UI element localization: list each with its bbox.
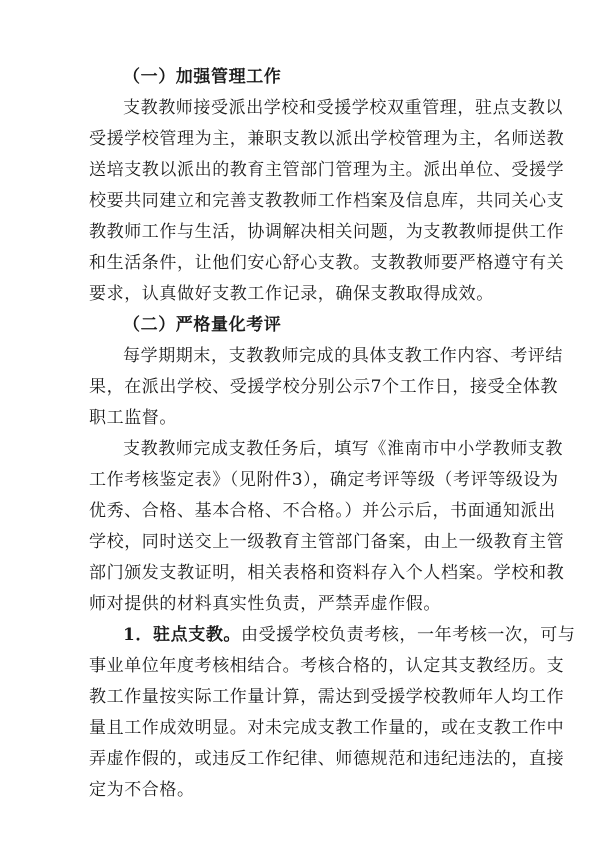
text-line: 优秀、合格、基本合格、不合格。）并公示后，书面通知派出: [89, 501, 556, 521]
text-line: 要求，认真做好支教工作记录，确保支教取得成效。: [89, 284, 494, 304]
section2-paragraph-2: [89, 434, 565, 620]
text-line: 工作考核鉴定表》（见附件3），确定考评等级（考评等级设为: [89, 470, 559, 490]
text-line: 每学期期末，支教教师完成的具体支教工作内容、考评结: [123, 346, 563, 366]
item-1-title: 1．驻点支教。: [123, 625, 242, 645]
text-line: 教工作量按实际工作量计算，需达到受援学校教师年人均工作: [89, 687, 565, 707]
text-line: 校要共同建立和完善支教教师工作档案及信息库，共同关心支: [89, 191, 565, 211]
text-line: 学校，同时送交上一级教育主管部门备案，由上一级教育主管: [89, 532, 565, 552]
text-line: 支教教师接受派出学校和受援学校双重管理，驻点支教以: [123, 98, 563, 118]
text-line: 职工监督。: [89, 408, 177, 428]
text-line: 受援学校管理为主，兼职支教以派出学校管理为主，名师送教: [89, 129, 565, 149]
text-line: 送培支教以派出的教育主管部门管理为主。派出单位、受援学: [89, 160, 565, 180]
text-line: 和生活条件，让他们安心舒心支教。支教教师要严格遵守有关: [89, 253, 565, 273]
section2-heading: （二）严格量化考评: [123, 315, 282, 335]
text-line: [89, 620, 576, 651]
text-line: 支教教师完成支教任务后，填写《淮南市中小学教师支教: [123, 439, 563, 459]
text-line: 弄虚作假的，或违反工作纪律、师德规范和违纪违法的，直接: [89, 749, 565, 769]
text-line: 定为不合格。: [89, 780, 195, 800]
section1-paragraph: [89, 93, 565, 310]
text-line: 量且工作成效明显。对未完成支教工作量的，或在支教工作中: [89, 718, 565, 738]
section1-heading: （一）加强管理工作: [123, 67, 282, 87]
section2-paragraph-1: [89, 341, 563, 434]
text-line: 师对提供的材料真实性负责，严禁弄虚作假。: [89, 594, 441, 614]
text-line: 事业单位年度考核相结合。考核合格的，认定其支教经历。支: [89, 656, 565, 676]
item-1-text: 由受援学校负责考核，一年考核一次，可与: [241, 625, 576, 645]
text-line: 部门颁发支教证明，相关表格和资料存入个人档案。学校和教: [89, 563, 565, 583]
text-line: 教教师工作与生活，协调解决相关问题，为支教教师提供工作: [89, 222, 565, 242]
item-1-paragraph: [89, 620, 576, 806]
text-line: 果，在派出学校、受援学校分别公示7个工作日，接受全体教: [89, 377, 559, 397]
